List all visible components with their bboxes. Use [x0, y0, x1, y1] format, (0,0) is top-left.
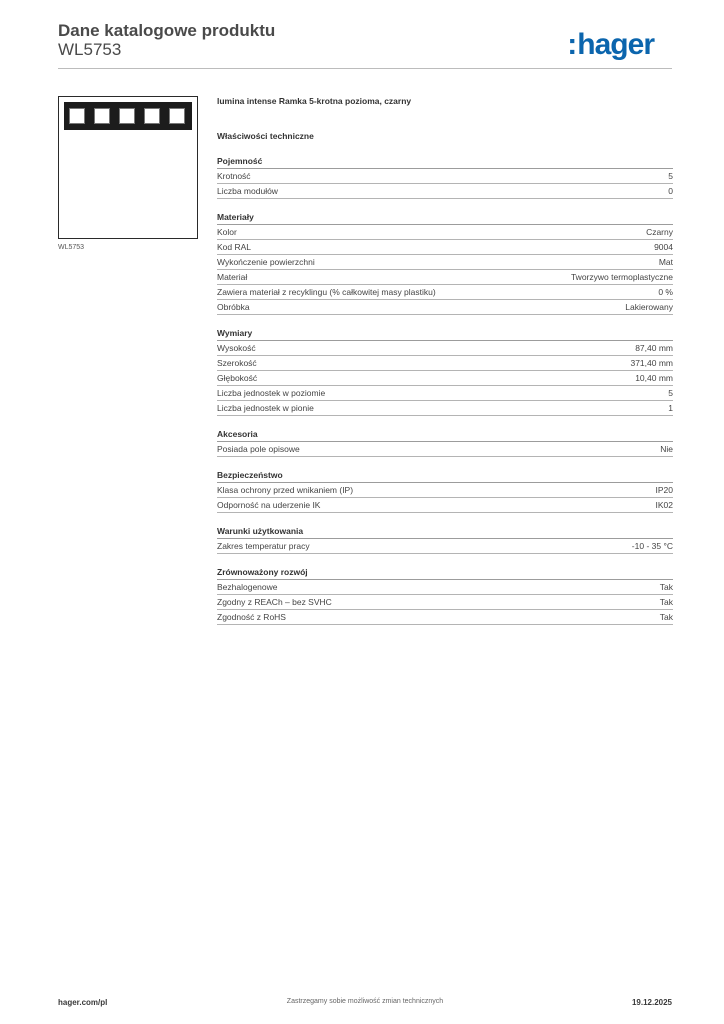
- image-caption: WL5753: [58, 244, 85, 251]
- frame-cell: [144, 108, 160, 124]
- property-row: [217, 300, 673, 315]
- property-label: Wykończenie powierzchni: [217, 257, 315, 267]
- property-row: [217, 240, 673, 255]
- property-label: Obróbka: [217, 302, 250, 312]
- property-row: [217, 580, 673, 595]
- property-label: Liczba modułów: [217, 186, 278, 196]
- property-row: [217, 595, 673, 610]
- property-label: Zawiera materiał z recyklingu (% całkowitej masy plastiku): [217, 287, 436, 297]
- property-value: Nie: [660, 444, 673, 454]
- logo-text: hager: [577, 28, 654, 61]
- property-value: Lakierowany: [625, 302, 673, 312]
- property-label: Głębokość: [217, 373, 258, 383]
- property-row: [217, 610, 673, 625]
- property-group: [217, 211, 673, 315]
- property-row: [217, 483, 673, 498]
- footer-notice: Zastrzegamy sobie możliwość zmian technicznych: [286, 998, 444, 1005]
- frame-cell: [119, 108, 135, 124]
- property-label: Szerokość: [217, 358, 257, 368]
- property-groups: [217, 155, 673, 625]
- property-value: IK02: [655, 500, 673, 510]
- frame-cell: [169, 108, 185, 124]
- property-group: [217, 155, 673, 199]
- property-row: [217, 498, 673, 513]
- property-value: 9004: [654, 242, 673, 252]
- property-group: [217, 327, 673, 416]
- property-row: [217, 371, 673, 386]
- footer-date: 19.12.2025: [631, 998, 672, 1007]
- footer-website[interactable]: hager.com/pl: [58, 998, 108, 1007]
- property-value: 0: [668, 186, 673, 196]
- property-value: IP20: [655, 485, 673, 495]
- property-label: Liczba jednostek w pionie: [217, 403, 314, 413]
- product-name: lumina intense Ramka 5-krotna pozioma, czarny: [217, 96, 412, 106]
- property-row: [217, 442, 673, 457]
- header-divider: [58, 68, 672, 69]
- group-title: Warunki użytkowania: [217, 525, 673, 539]
- property-label: Liczba jednostek w poziomie: [217, 388, 326, 398]
- frame-5-gang-icon: [64, 102, 192, 130]
- group-title: Wymiary: [217, 327, 673, 341]
- property-value: 1: [668, 403, 673, 413]
- property-row: [217, 169, 673, 184]
- property-value: 5: [668, 171, 673, 181]
- group-title: Bezpieczeństwo: [217, 469, 673, 483]
- property-label: Kod RAL: [217, 242, 252, 252]
- product-image: [58, 96, 198, 239]
- property-value: Tak: [659, 582, 673, 592]
- property-value: -10 - 35 °C: [631, 541, 673, 551]
- property-value: Mat: [658, 257, 673, 267]
- frame-cell: [69, 108, 85, 124]
- property-value: Tworzywo termoplastyczne: [570, 272, 673, 282]
- group-title: Zrównoważony rozwój: [217, 566, 673, 580]
- group-title: Akcesoria: [217, 428, 673, 442]
- property-row: [217, 386, 673, 401]
- property-row: [217, 184, 673, 199]
- property-value: 87,40 mm: [635, 343, 673, 353]
- property-value: 0 %: [658, 287, 673, 297]
- property-row: [217, 539, 673, 554]
- property-value: 5: [668, 388, 673, 398]
- property-row: [217, 356, 673, 371]
- property-label: Klasa ochrony przed wnikaniem (IP): [217, 485, 354, 495]
- technical-properties-title: Właściwości techniczne: [217, 131, 314, 141]
- property-row: [217, 341, 673, 356]
- property-value: Tak: [659, 597, 673, 607]
- product-code: WL5753: [58, 40, 122, 59]
- property-label: Zgodność z RoHS: [217, 612, 286, 622]
- property-row: [217, 225, 673, 240]
- property-label: Krotność: [217, 171, 251, 181]
- property-group: [217, 525, 673, 554]
- property-label: Posiada pole opisowe: [217, 444, 300, 454]
- property-row: [217, 285, 673, 300]
- property-value: 371,40 mm: [630, 358, 673, 368]
- frame-cell: [94, 108, 110, 124]
- property-value: 10,40 mm: [635, 373, 673, 383]
- property-row: [217, 270, 673, 285]
- property-label: Wysokość: [217, 343, 256, 353]
- property-group: [217, 469, 673, 513]
- property-label: Zakres temperatur pracy: [217, 541, 310, 551]
- property-row: [217, 255, 673, 270]
- property-row: [217, 401, 673, 416]
- page-header: [58, 20, 672, 70]
- hager-logo: [567, 30, 654, 60]
- logo-dots-icon: :: [567, 28, 577, 61]
- property-label: Materiał: [217, 272, 248, 282]
- document-title: Dane katalogowe produktu: [58, 21, 276, 40]
- property-label: Zgodny z REACh – bez SVHC: [217, 597, 332, 607]
- product-details: [217, 94, 673, 625]
- property-label: Odporność na uderzenie IK: [217, 500, 321, 510]
- property-value: Czarny: [646, 227, 673, 237]
- property-value: Tak: [659, 612, 673, 622]
- property-label: Bezhalogenowe: [217, 582, 278, 592]
- group-title: Pojemność: [217, 155, 673, 169]
- property-group: [217, 428, 673, 457]
- property-label: Kolor: [217, 227, 237, 237]
- group-title: Materiały: [217, 211, 673, 225]
- property-group: [217, 566, 673, 625]
